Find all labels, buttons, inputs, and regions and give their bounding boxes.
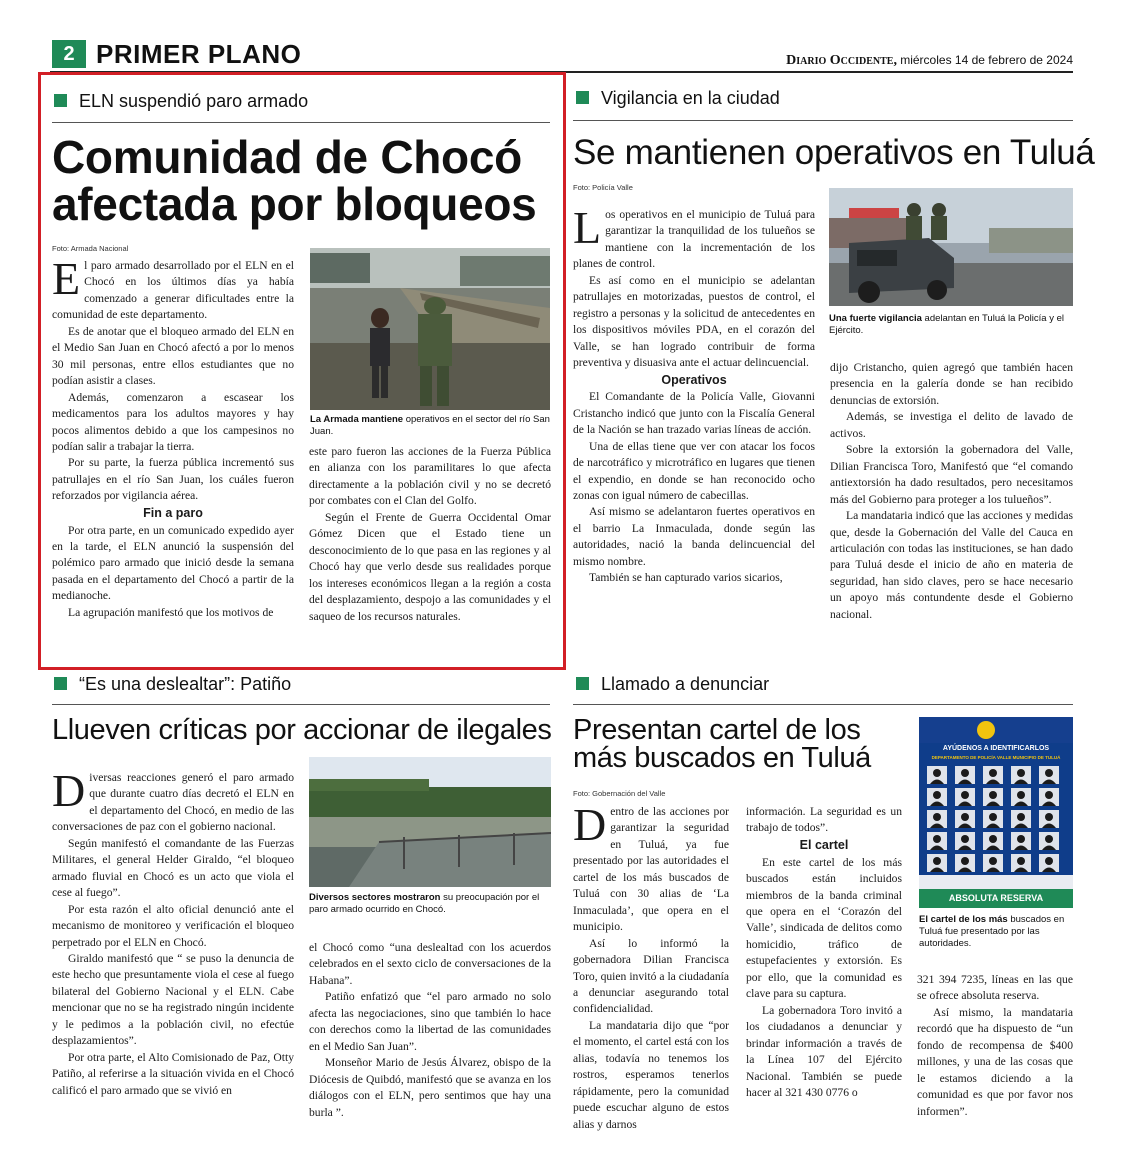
section-title: PRIMER PLANO bbox=[96, 39, 302, 69]
kicker-eln: ELN suspendió paro armado bbox=[54, 91, 308, 112]
issue-date: miércoles 14 de febrero de 2024 bbox=[900, 53, 1073, 67]
rule-cartel bbox=[573, 704, 1073, 705]
wanted-grid bbox=[925, 764, 1067, 874]
kicker-cartel: Llamado a denunciar bbox=[576, 674, 769, 695]
poster-top-text: AYÚDENOS A IDENTIFICARLOS bbox=[942, 745, 1050, 752]
column-patino-2: el Chocó como “una deslealtad con los acuerdos celebrados en el sexto ciclo de conversaciones de la Habana”. Patiño enfatizó que “el paro armado no solo afecta las negociaciones, sino que también lo hace con derechos como la libertad de las comunidades en el Medio San Juan”. Monseñor Mario de Jesús Álvarez, obispo de la Diócesis de Quibdó, manifestó que se avanza en los diálogos con el ELN, pero sentimos que hay una burla ”. bbox=[309, 941, 551, 1119]
police-logo-icon bbox=[977, 721, 995, 739]
wanted-poster bbox=[919, 717, 1073, 908]
rule-tulua bbox=[573, 120, 1073, 121]
rule-patino bbox=[52, 704, 550, 705]
headline-eln: Comunidad de Chocó afectada por bloqueos bbox=[52, 131, 537, 230]
photo-credit-tulua: Foto: Policía Valle bbox=[573, 183, 633, 192]
column-eln-1: El paro armado desarrollado por el ELN en el Chocó en los últimos días ya había comenzado a generar dificultades entre la comunidad de este departamento. Es de anotar que el bloqueo armado del ELN en el Medio San Juan en Chocó afectó a por lo menos 30 mil personas, entre ellos estudiantes que no podían asistir a clases. Además, comenzaron a escasear los medicamentos para los adultos mayores y hay pocos alimentos debido a que los campesinos no podían salir a trabajar la tierra. Por su parte, la fuerza pública incrementó sus patrullajes en el río San Juan, los cuáles fueron reforzados por vigilancia aérea. Fin a paro Por otra parte, en un comunicado expedido ayer en la tarde, el ELN anunció la suspensión del polémico paro armado que inició desde la semana pasada en el departamento del Chocó a partir de la medianoche. La agrupación manifestó que los motivos de bbox=[52, 253, 294, 619]
poster-sub-text: DEPARTAMENTO DE POLICÍA VALLE MUNICIPIO DE TULUÁ bbox=[931, 755, 1061, 760]
subhead-el-cartel: El cartel bbox=[799, 837, 849, 852]
newspaper-name: Diario Occidente, bbox=[786, 53, 897, 68]
highlight-box bbox=[38, 72, 566, 670]
headline-cartel: Presentan cartel de los más buscados en Tuluá bbox=[573, 714, 871, 775]
headline-tulua: Se mantienen operativos en Tuluá bbox=[573, 133, 1095, 172]
caption-cartel: El cartel de los más buscados en Tuluá fue presentado por las autoridades. bbox=[919, 914, 1065, 949]
dropcap: D bbox=[52, 765, 86, 816]
dropcap: E bbox=[52, 253, 81, 304]
column-cartel-2: información. La seguridad es un trabajo de todos”. El cartel En este cartel de los más buscados están incluidos miembros de la banda criminal que opera en el ‘Corazón del Valle’, sindicada de delitos como homicidio, tráfico de estupefacientes y extorsión. Es por ello, que la comunidad es clave para su captura. La gobernadora Toro invitó a los ciudadanos a denunciar y brindar información a través de la Línea 107 del Ejército Nacional. También se puede hacer al 321 430 0776 o bbox=[746, 805, 902, 1099]
column-cartel-1: Dentro de las acciones por garantizar la seguridad en Tuluá, ya fue presentado por las autoridades el cartel de los más buscados de Tuluá con 30 alias de ‘La Inmaculada’, que opera en el municipio. Así lo informó la gobernadora Dilian Francisca Toro, quien invitó a la ciudadanía a denunciar asegurando total confidencialidad. La mandataria dijo que “por el momento, el cartel está con los alias, todavía no tenemos los rostros, esperamos tenerlos rápidamente, pero la comunidad puede escuchar alguno de estos alias y darnos bbox=[573, 799, 729, 1131]
kicker-patino: “Es una deslealtar”: Patiño bbox=[54, 674, 291, 695]
dropcap: L bbox=[573, 202, 602, 253]
dropcap: D bbox=[573, 799, 607, 850]
headline-patino: Llueven críticas por accionar de ilegales bbox=[52, 714, 552, 746]
photo-river-boat bbox=[309, 757, 551, 887]
poster-bottom-text: ABSOLUTA RESERVA bbox=[919, 889, 1073, 908]
kicker-tulua: Vigilancia en la ciudad bbox=[576, 88, 780, 109]
kicker-square-icon bbox=[576, 91, 589, 104]
photo-credit-eln: Foto: Armada Nacional bbox=[52, 244, 129, 253]
kicker-square-icon bbox=[54, 677, 67, 690]
column-tulua-1: Los operativos en el municipio de Tuluá para garantizar la tranquilidad de los tulueños se mantiene con la incrementación de los planes de control. Es así como en el municipio se adelantan patrullajes en motorizadas, puestos de control, el registro a personas y la solicitud de antecedentes en los dispositivos móviles PDA, en el corazón del Valle, se han logrado contribuir de forma preventiva y disuasiva ante el actuar delincuencial. Operativos El Comandante de la Policía Valle, Giovanni Cristancho indicó que junto con la Fiscalía General de la Nación se han trazado varias líneas de acción. Una de ellas tiene que ver con atacar los focos de narcotráfico y microtráfico en lugares que tienen el expendio, en donde se han reconocido ocho zonas con igual número de cabecillas. Así mismo se adelantaron fuertes operativos en el barrio La Inmaculada, donde según las autoridades, nació la banda delincuencial del mismo nombre. También se han capturado varios sicarios, bbox=[573, 202, 815, 585]
caption-patino: Diversos sectores mostraron su preocupación por el paro armado ocurrido en Chocó. bbox=[309, 892, 540, 915]
subhead-operativos: Operativos bbox=[661, 372, 727, 387]
column-patino-1: Diversas reacciones generó el paro armado que durante cuatro días decretó el ELN en el departamento del Chocó, en medio de las conversaciones de paz con el gobierno nacional. Según manifestó el comandante de las Fuerzas Militares, el general Helder Giraldo, “el bloqueo armado fluvial en Chocó es un acto que viola el cese al fuego”. Por esta razón el alto oficial denunció ante el mecanismo de monitoreo y verificación el bloqueo perpetrado por el ELN en Chocó. Giraldo manifestó que “ se puso la denuncia de este hecho que presuntamente viola el cese al fuego bilateral del Gobierno Nacional y el ELN. Cabe mencionar que no se ha registrado ningún incidente y le pedimos a la población civil, no efectúe desplazamientos”. Por otra parte, el Alto Comisionado de Paz, Otty Patiño, al referirse a la situación vivida en el Chocó calificó el paro armado que se vivió en bbox=[52, 765, 294, 1097]
column-tulua-2: dijo Cristancho, quien agregó que también hacen presencia en la galería donde se han recibido denuncias de extorsión. Además, se investiga el delito de lavado de activos. Sobre la extorsión la gobernadora del Valle, Dilian Francisca Toro, Manifestó que “el comando antiextorsión ha dado resultados, pero necesitamos más del Gobierno para proteger a los tulueños”. La mandataria indicó que las acciones y medidas que, desde la Gobernación del Valle del Cauca en articulación con todas las instituciones, se han dado para Tuluá desde el inicio de año en materia de seguridad, han sido claves, pero se hace necesario un apoyo más contundente desde el Gobierno nacional. bbox=[830, 361, 1073, 621]
column-eln-2: este paro fueron las acciones de la Fuerza Pública en alianza con los paramilitares lo que afecta directamente a la población civil y no se decretó por combates con el Clan del Golfo. Según el Frente de Guerra Occidental Omar Gómez Dicen que el Estado tiene un desconocimiento de lo que pasa en las regiones y al Chocó hay que verlo desde sus realidades porque los intereses económicos llegan a la región a costa del desplazamiento, despojo a las comunidades y el saqueo de los recursos naturales. bbox=[309, 445, 551, 623]
photo-police-patrol bbox=[829, 188, 1073, 306]
caption-tulua: Una fuerte vigilancia adelantan en Tuluá la Policía y el Ejército. bbox=[829, 313, 1064, 336]
page-number: 2 bbox=[52, 40, 86, 68]
caption-eln: La Armada mantiene operativos en el sector del río San Juan. bbox=[310, 414, 550, 437]
kicker-square-icon bbox=[576, 677, 589, 690]
subhead-fin-a-paro: Fin a paro bbox=[143, 505, 203, 520]
masthead-info bbox=[786, 52, 1073, 69]
photo-credit-cartel: Foto: Gobernación del Valle bbox=[573, 789, 666, 798]
column-cartel-3: 321 394 7235, líneas en las que se ofrece absoluta reserva. Así mismo, la mandataria recordó que ha dispuesto de “un fondo de recompensa de $400 millones, y una de las cosas que le estamos diciendo a la comunidad es que por favor nos informen”. bbox=[917, 973, 1073, 1118]
